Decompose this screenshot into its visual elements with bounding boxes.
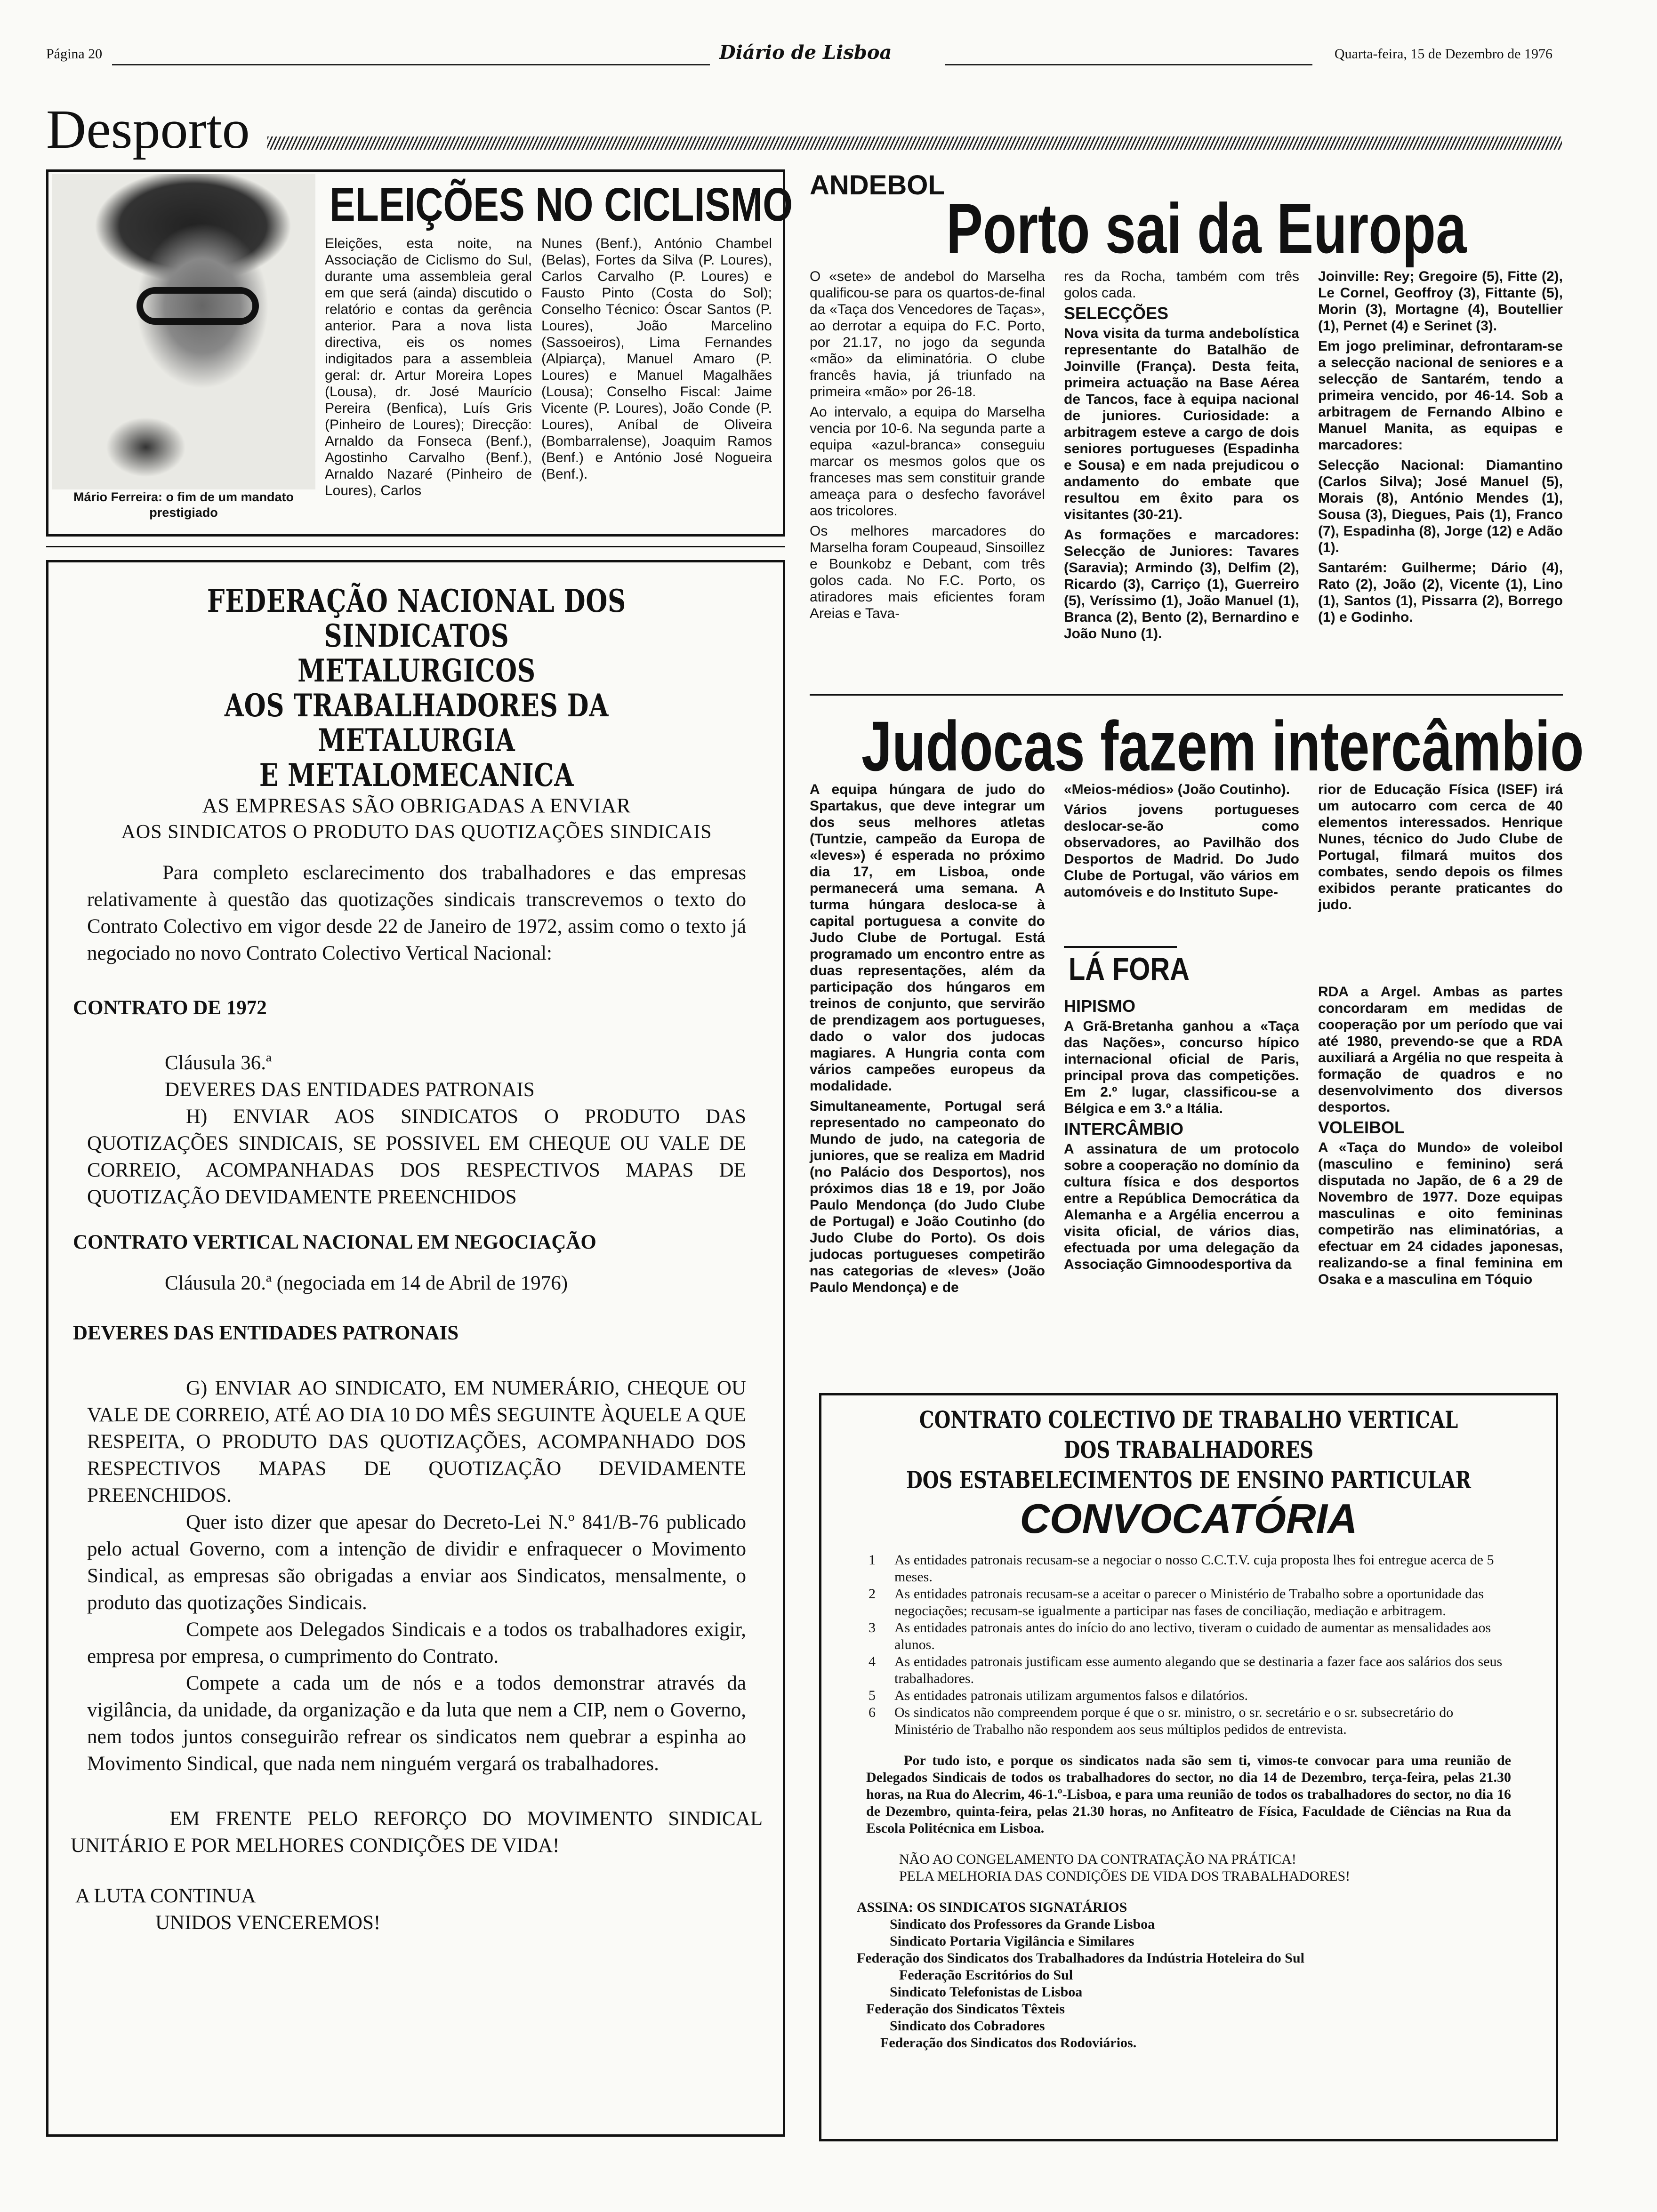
judo-col-3 [1318,781,1563,917]
conv-title-convocatoria: CONVOCATÓRIA [1020,1495,1358,1542]
newspaper-name: Diário de Lisboa [719,41,892,64]
item-text: As entidades patronais utilizam argumentos falsos e dilatórios. [894,1688,1248,1703]
andebol-par-1: O «sete» de andebol do Marselha qualificou-se para os quartos-de-final da «Taça dos Vencedores de Taças», ao derrotar a equipa do F.C. Porto, por 21.17, no jogo da segunda «mão» da eliminatória. O clube francês havia, já triunfado na primeira «mão» por 26-18. [810,269,1045,400]
judo-headline: Judocas fazem intercâmbio [861,706,1584,785]
signatory: Federação dos Sindicatos dos Rodoviários. [880,2035,1137,2051]
fed-contrato-1972: CONTRATO DE 1972 [73,997,267,1019]
lafora-col-1 [1064,998,1299,1276]
andebol-headline: Porto sai da Europa [946,189,1467,268]
convocatoria [828,1405,1549,2052]
item-text: As entidades patronais antes do início do ano lectivo, tiveram o cuidado de aumentar as mensalidades aos alunos. [894,1620,1491,1652]
item-number: 4 [869,1654,876,1669]
fed-clausula-20: Cláusula 20.ª (negociada em 14 de Abril de 1976) [165,1272,568,1294]
column-divider [46,546,785,547]
signatory: Sindicato dos Cobradores [890,2018,1045,2034]
andebol-par-5: Nova visita da turma andebolística representante do Batalhão de Joinville (França). Desta feita, primeira actuação na Base Aérea de Tancos, face à equipa nacional de juniores. Curiosidade: a arbitragem esteve a cargo de dois seniores portugueses (Espadinha e Sousa) e em nada prejudicou o andamento do embate que resultou em êxito para os visitantes (30-21). [1064,326,1299,522]
fed-title-2: METALURGICOS [298,652,536,689]
conv-title-3: DOS ESTABELECIMENTOS DE ENSINO PARTICULAR [906,1466,1471,1494]
fed-subtitle-2: AOS SINDICATOS O PRODUTO DAS QUOTIZAÇÕES SINDICAIS [121,821,712,843]
fed-deveres-1: DEVERES DAS ENTIDADES PATRONAIS [165,1079,535,1101]
conv-title-1: CONTRATO COLECTIVO DE TRABALHO VERTICAL [919,1406,1458,1434]
judo-par-3: «Meios-médios» (João Coutinho). [1064,782,1290,797]
judo-par-1: A equipa húngara de judo do Spartakus, que deve integrar um dos seus melhores atletas (Tuntzie, campeão da Europa de «leves») é esperada no próximo dia 17, em Lisboa, onde permanecerá uma semana. A turma húngara desloca-se à capital portuguesa a convite do Judo Clube de Portugal. Está programado um encontro entre as duas representações, além da participação dos húngaros em treinos de conjunto, que servirão de prendizagem aos portugueses, dado o valor dos judocas magiares. A Hungria conta com vários campeões europeus da modalidade. [810,782,1045,1094]
signatory: Federação Escritórios do Sul [899,1967,1073,1983]
signatory: Sindicato Portaria Vigilância e Similares [890,1933,1134,1949]
page-number: Página 20 [46,46,103,62]
list-item [857,1552,1506,1586]
portrait-photo [52,174,315,499]
lafora-headline: LÁ FORA [1069,951,1190,987]
judo-par-2: Simultaneamente, Portugal será representado no campeonato do Mundo de judo, na categoria de juniores, que se realiza em Madrid (no Palácio dos Desportos), nos próximos dias 18 e 19, por João Paulo Mendonça (do Judo Clube de Portugal) e João Coutinho (do Judo Clube do Porto). Os dois judocas portugueses competirão nas categorias de «leves» (João Paulo Mendonça) e de [810,1098,1045,1295]
item-number: 5 [869,1688,876,1703]
column-divider [810,694,1563,696]
list-item [857,1619,1506,1653]
andebol-par-3: Os melhores marcadores do Marselha foram Coupeaud, Sinsoillez e Bounkobz e Debant, com três golos cada. No F.C. Porto, os atiradores mais eficientes foram Areias e Tava- [810,523,1045,621]
item-number: 2 [869,1586,876,1602]
fed-alinea-h: H) ENVIAR AOS SINDICATOS O PRODUTO DAS QUOTIZAÇÕES SINDICAIS, SE POSSIVEL EM CHEQUE OU VALE DE CORREIO, ACOMPANHADAS DOS RESPECTIVOS MAPAS DE QUOTIZAÇÃO DEVIDAMENTE PREENCHIDOS [87,1106,746,1208]
item-text: As entidades patronais recusam-se a negociar o nosso C.C.T.V. cuja proposta lhes foi entregue acerca de 5 meses. [894,1552,1494,1585]
andebol-par-9: Selecção Nacional: Diamantino (Carlos Silva); José Manuel (5), Morais (8), António Mendes (1), Sousa (3), Diegues, Pais (1), Franco (7), Espadinha (8), Jorge (12) e Adão (1). [1318,457,1563,555]
fed-luta-continua: A LUTA CONTINUA [75,1885,256,1907]
fed-unidos-venceremos: UNIDOS VENCEREMOS! [155,1912,381,1934]
conv-assina: ASSINA: OS SINDICATOS SIGNATÁRIOS [857,1899,1127,1915]
andebol-col-3 [1318,268,1563,629]
fed-title-4: E METALOMECANICA [259,757,574,793]
selecoes-subhead: SELECÇÕES [1064,304,1169,323]
header-rule-left [112,64,710,65]
hipismo-subhead: HIPISMO [1064,996,1136,1016]
andebol-par-10: Santarém: Guilherme; Dário (4), Rato (2), João (2), Vicente (1), Lino (1), Santos (1), Pissarra (2), Borrego (1) e Godinho. [1318,560,1563,625]
federacao-ad [66,584,767,1936]
item-text: As entidades patronais recusam-se a aceitar o parecer o Ministério de Trabalho sobre a oportunidade das negociações; recusam-se igualmente a participar nas fases de conciliação, mediação e arbitragem. [894,1586,1484,1619]
section-title: Desporto [46,98,250,160]
conv-title-2: DOS TRABALHADORES [1063,1436,1314,1464]
fed-title-1: FEDERAÇÃO NACIONAL DOS SINDICATOS [207,583,627,654]
voleibol-text: A «Taça do Mundo» de voleibol (masculino e feminino) será disputada no Japão, de 6 a 29 de Novembro de 1977. Doze equipas masculinas e oito femininas competirão nas eliminatórias, a efectuar em 24 cidades japonesas, realizando-se a final feminina em Osaka e a masculina em Tóquio [1318,1140,1563,1287]
signatory: Sindicato Telefonistas de Lisboa [890,1984,1083,2000]
glasses-shape [137,287,259,325]
fed-contrato-vertical: CONTRATO VERTICAL NACIONAL EM NEGOCIAÇÃO [73,1231,596,1253]
signatory: Sindicato dos Professores da Grande Lisboa [890,1916,1155,1932]
lafora-col-2 [1318,984,1563,1291]
photo-caption: Mário Ferreira: o fim de um mandato prestigiado [52,489,315,521]
item-number: 6 [869,1705,876,1720]
ciclismo-headline: ELEIÇÕES NO CICLISMO [330,178,793,231]
fed-subtitle-1: AS EMPRESAS SÃO OBRIGADAS A ENVIAR [202,794,631,817]
masthead [46,37,1552,70]
conv-slogan-1: NÃO AO CONGELAMENTO DA CONTRATAÇÃO NA PRÁTICA! [899,1851,1296,1867]
fed-par-1: Quer isto dizer que apesar do Decreto-Lei N.º 841/B-76 publicado pelo actual Governo, com a intenção de dividir e enfraquecer o Movimento Sindical, as empresas são obrigadas a enviar aos Sindicatos, mensalmente, o produto das quotizações Sindicais. [87,1511,746,1614]
andebol-col-2 [1064,268,1299,646]
ciclismo-col-1: Eleições, esta noite, na Associação de Ciclismo do Sul, durante uma assembleia geral em que será (ainda) discutido o relatório e contas da gerência anterior. Para a nova lista directiva, eis os nomes indigitados para a assembleia geral: dr. Artur Moreira Lopes (Lousa), dr. José Maurício Pereira (Benfica), Luís Gris (Pinheiro de Loures); Direcção: Arnaldo da Fonseca (Benf.), Agostinho Carvalho (Benf.), Arnaldo Nazaré (Pinheiro de Loures), Carlos [325,236,532,498]
ciclismo-col-2: Nunes (Benf.), António Chambel (Belas), Fortes da Silva (P. Loures), Carlos Carvalho (P. Loures) e Fausto Pinto (Costa do Sol); Conselho Técnico: Óscar Santos (P. Loures), João Marcelino (Sassoeiros), Lima Fernandes (Alpiarça), Manuel Amaro (P. Loures) e Manuel Magalhães (Lousa); Conselho Fiscal: Jaime Vicente (P. Loures), João Conde (P. Loures), Aníbal de Oliveira (Bombarralense), Joaquim Ramos (Benf.) e António José Nogueira (Benf.). [541,236,772,482]
fed-intro: Para completo esclarecimento dos trabalhadores e das empresas relativamente à questão das quotizações sindicais transcrevemos o texto do Contrato Colectivo em vigor desde 22 de Janeiro de 1972, assim como o texto já negociado no novo Contrato Colectivo Vertical Nacional: [87,862,746,964]
andebol-par-7: Joinville: Rey; Gregoire (5), Fitte (2), Le Cornel, Geoffroy (3), Fittante (5), Morin (3), Mortagne (4), Boutellier (1), Pernet (4) e Serinet (3). [1318,269,1563,334]
judo-par-5: rior de Educação Física (ISEF) irá um autocarro com cerca de 40 elementos interessados. Henrique Nunes, técnico do Judo Clube de Portugal, filmará muitos dos combates, sendo depois os filmes exibidos perante praticantes do judo. [1318,782,1563,913]
intercambio-subhead: INTERCÂMBIO [1064,1119,1183,1138]
issue-date: Quarta-feira, 15 de Dezembro de 1976 [1334,46,1552,62]
signatory: Federação dos Sindicatos dos Trabalhadores da Indústria Hoteleira do Sul [857,1950,1304,1966]
fed-par-2: Compete aos Delegados Sindicais e a todos os trabalhadores exigir, empresa por empresa, o cumprimento do Contrato. [87,1619,746,1667]
fed-title-3: AOS TRABALHADORES DA METALURGIA [224,687,609,759]
conv-slogan-2: PELA MELHORIA DAS CONDIÇÕES DE VIDA DOS TRABALHADORES! [899,1868,1351,1884]
item-text: As entidades patronais justificam esse aumento alegando que se destinaria a fazer face aos salários dos seus trabalhadores. [894,1654,1503,1686]
conv-reasons-list [857,1552,1506,1738]
section-hatch-rule [267,136,1562,150]
andebol-par-4: res da Rocha, também com três golos cada. [1064,269,1299,301]
judo-col-2 [1064,781,1299,904]
list-item [857,1586,1506,1619]
judo-par-4: Vários jovens portugueses deslocar-se-ão como observadores, ao Pavilhão dos Desportos de Madrid. Do Judo Clube de Portugal, vão vários em automóveis e do Instituto Supe- [1064,802,1299,900]
fed-alinea-g: G) ENVIAR AO SINDICATO, EM NUMERÁRIO, CHEQUE OU VALE DE CORREIO, ATÉ AO DIA 10 DO MÊS SEGUINTE ÀQUELE A QUE RESPEITA, O PRODUTO DAS QUOTIZAÇÕES, ACOMPANHADO DOS RESPECTIVOS MAPAS DE QUOTIZAÇÃO DEVIDAMENTE PREENCHIDOS. [87,1377,746,1507]
voleibol-subhead: VOLEIBOL [1318,1118,1405,1137]
item-number: 1 [869,1552,876,1568]
andebol-par-6: As formações e marcadores: Selecção de Juniores: Tavares (Saravia); Armindo (3), Delfim (2), Ricardo (3), Carriço (1), Guerreiro (5), Veríssimo (1), João Manuel (1), Branca (2), Bento (2), Bernardino e João Nuno (1). [1064,527,1299,641]
judo-col-1 [810,781,1045,1299]
fed-par-3: Compete a cada um de nós e a todos demonstrar através da vigilância, da unidade, da organização e da luta que nem a CIP, nem o Governo, nem todos juntos conseguirão refrear os sindicatos nem quebrar a espinha ao Movimento Sindical, que nada nem ninguém vergará os trabalhadores. [87,1672,746,1775]
list-item [857,1704,1506,1738]
item-number: 3 [869,1620,876,1635]
conv-meeting-text: Por tudo isto, e porque os sindicatos nada são sem ti, vimos-te convocar para uma reunião de Delegados Sindicais de todos os trabalhadores do sector, no dia 14 de Dezembro, terça-feira, pelas 21.30 horas, na Rua do Alecrim, 46-1.º-Lisboa, e para uma reunião de todos os trabalhadores do sector, no dia 16 de Dezembro, quinta-feira, pelas 21.30 horas, no Anfiteatro de Física, Faculdade de Ciências na Rua da Escola Politécnica em Lisboa. [866,1753,1511,1836]
section-header [46,96,1562,162]
andebol-col-1 [810,268,1045,625]
signatory: Federação dos Sindicatos Têxteis [866,2001,1065,2017]
intercambio-text: A assinatura de um protocolo sobre a cooperação no domínio da cultura física e dos desportos entre a República Democrática da Alemanha e a Argélia encerrou a visita oficial, de vários dias, efectuada por uma delegação da Associação Gimnoodesportiva da [1064,1141,1299,1272]
andebol-par-8: Em jogo preliminar, defrontaram-se a selecção nacional de seniores e a selecção de Santarém, tendo a primeira vencido, por 46-14. Sob a arbitragem de Fernando Albino e Manuel Manita, as equipas e marcadores: [1318,338,1563,453]
lafora-rule [1064,946,1177,948]
fed-clausula-36: Cláusula 36.ª [165,1052,272,1074]
header-rule-right [945,64,1312,65]
list-item [857,1687,1506,1704]
hipismo-text: A Grã-Bretanha ganhou a «Taça das Nações», concurso hípico internacional oficial de Paris, principal prova das competições. Em 2.º lugar, classificou-se a Bélgica e em 3.º a Itália. [1064,1018,1299,1116]
andebol-kicker: ANDEBOL [810,170,945,200]
lafora-par-rda: RDA a Argel. Ambas as partes concordaram em medidas de cooperação por um período que vai até 1980, prevendo-se que a RDA auxiliará a Argélia no que respeita à formação de quadros e no desenvolvimento dos diversos desportos. [1318,984,1563,1115]
fed-deveres-2: DEVERES DAS ENTIDADES PATRONAIS [73,1322,459,1344]
andebol-par-2: Ao intervalo, a equipa do Marselha vencia por 10-6. Na segunda parte a equipa «azul-branca» conseguiu marcar os mesmos golos que os franceses mas sem constituir grande ameaça para o desfecho favorável aos tricolores. [810,404,1045,519]
fed-em-frente: EM FRENTE PELO REFORÇO DO MOVIMENTO SINDICAL UNITÁRIO E POR MELHORES CONDIÇÕES DE VIDA! [71,1808,763,1857]
item-text: Os sindicatos não compreendem porque é que o sr. ministro, o sr. secretário e o sr. subsecretário do Ministério de Trabalho não respondem aos seus múltiplos pedidos de entrevista. [894,1705,1454,1737]
list-item [857,1653,1506,1687]
